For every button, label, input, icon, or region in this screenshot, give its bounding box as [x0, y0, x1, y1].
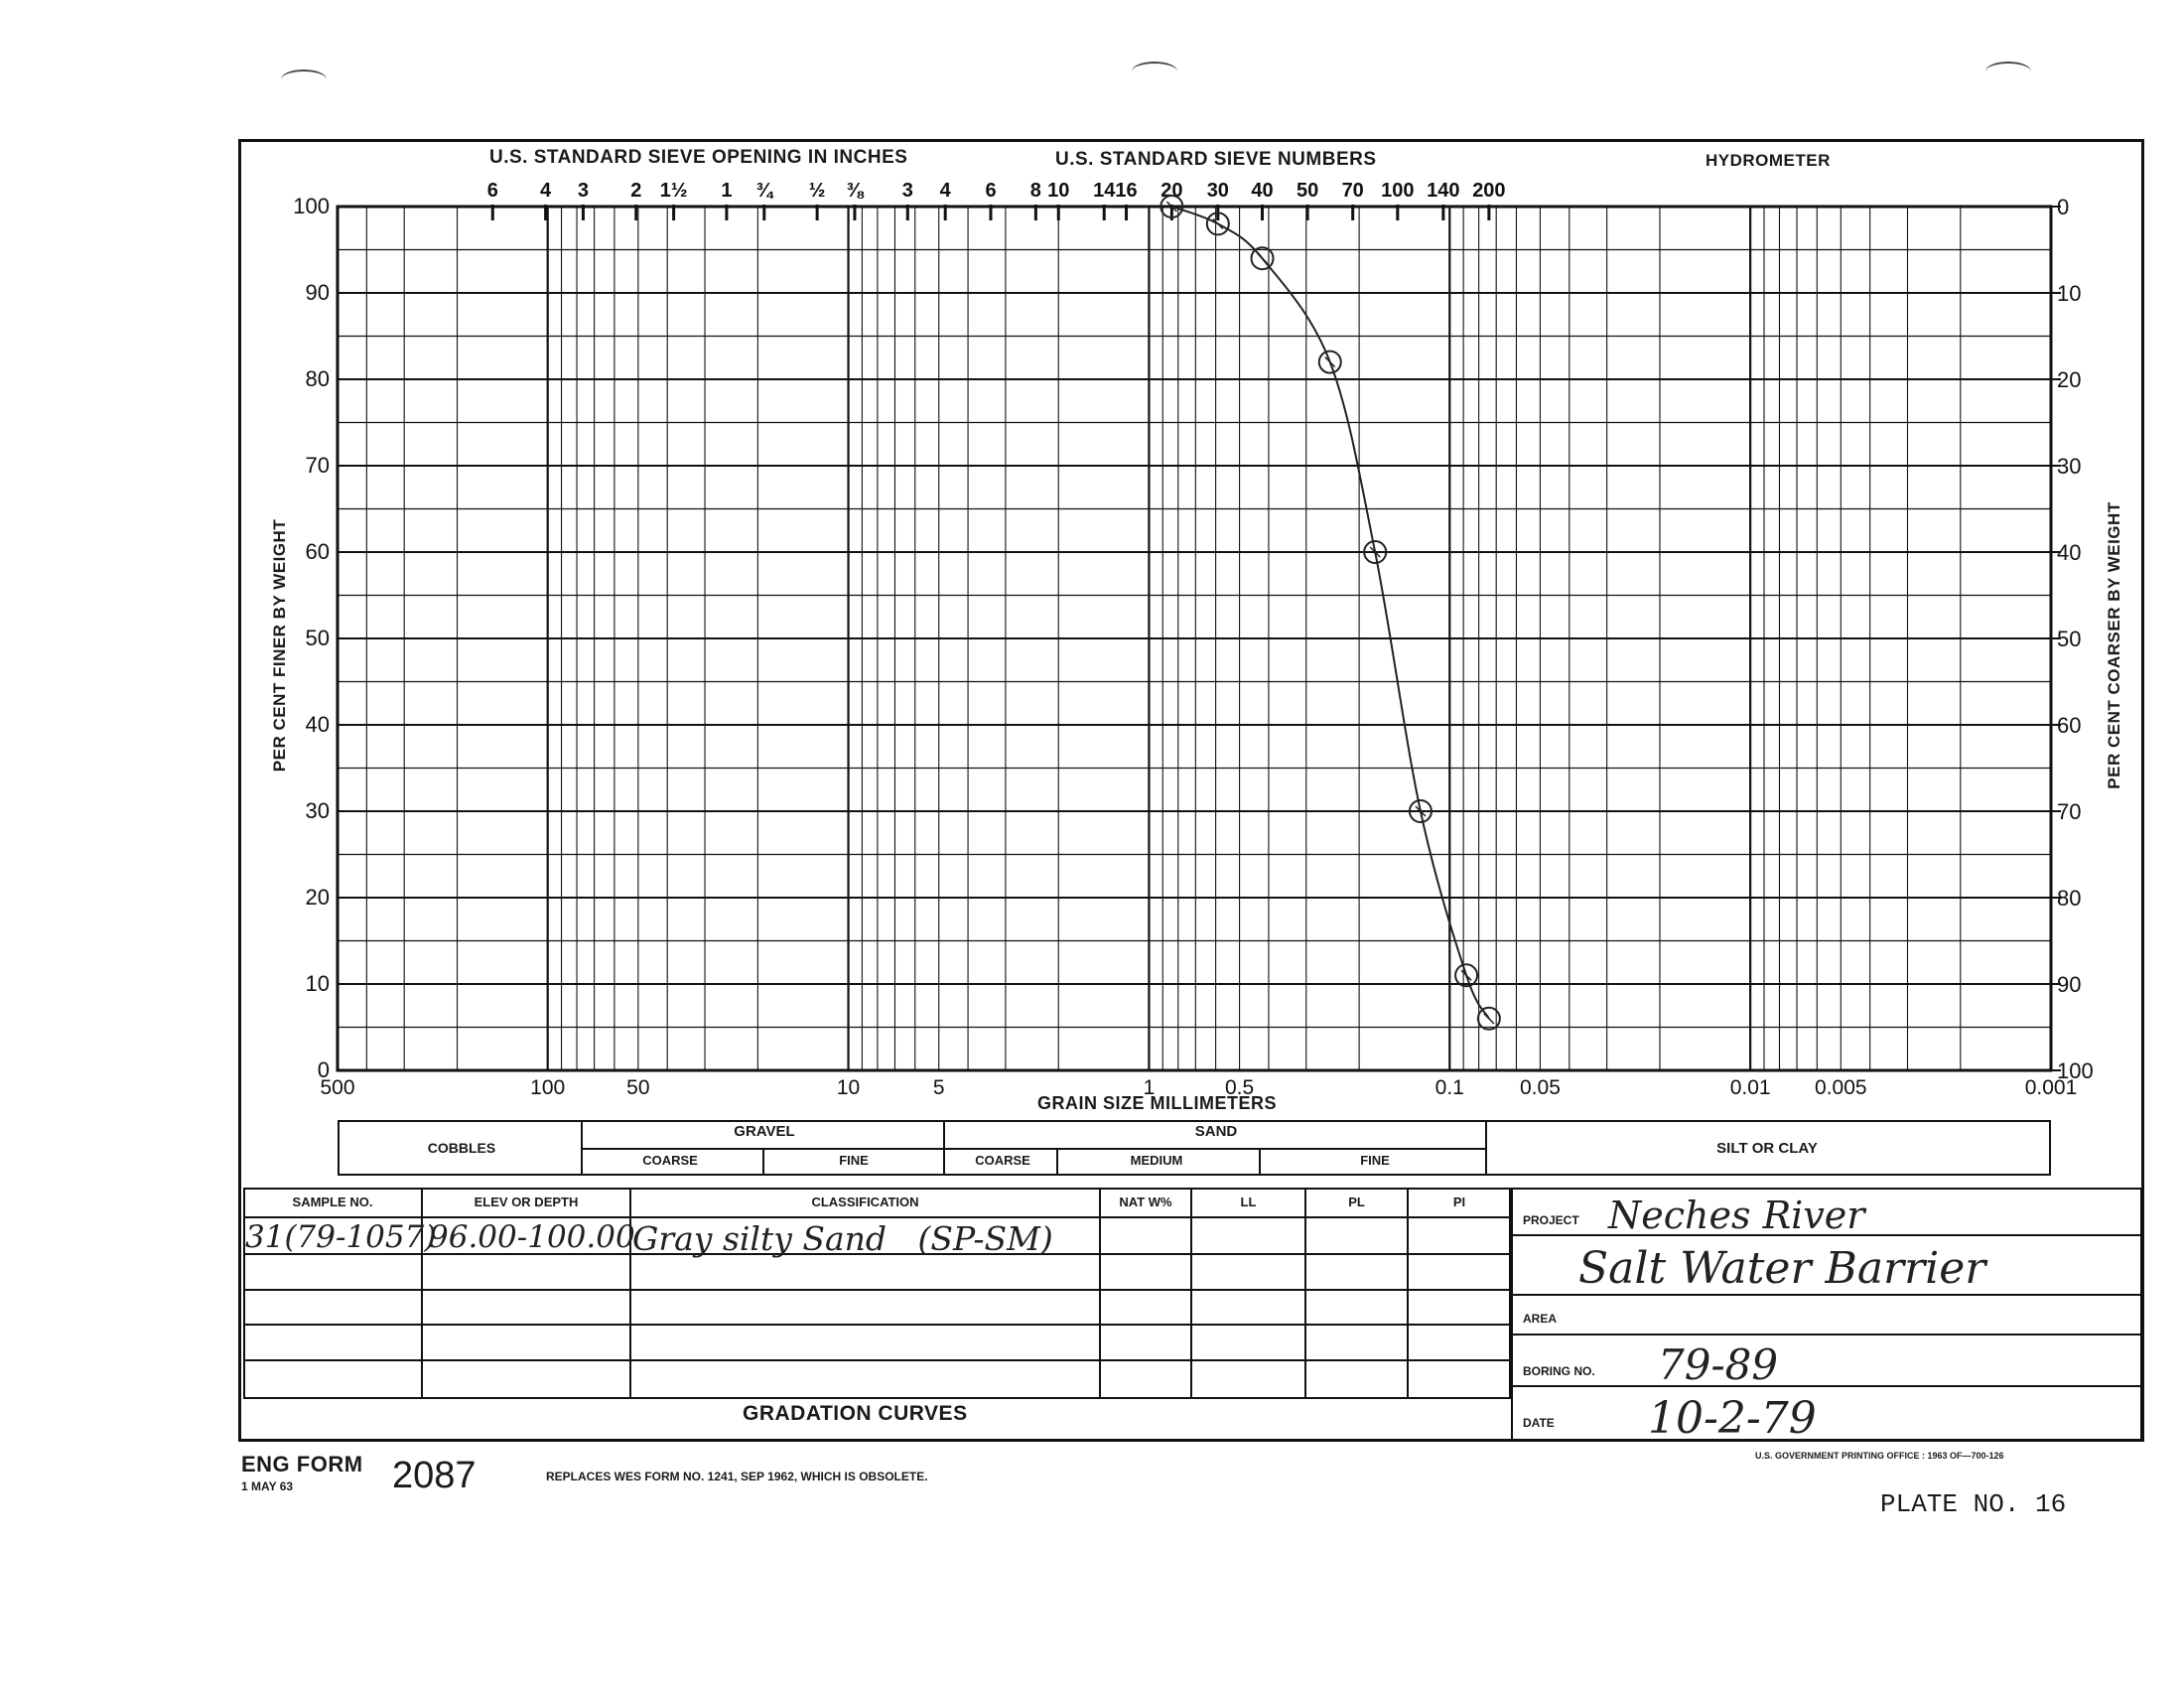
sieve-label: ¾ — [755, 180, 773, 202]
sieve-label: 200 — [1472, 180, 1506, 202]
data-point-mark — [1325, 357, 1335, 367]
area-label: AREA — [1523, 1312, 1558, 1326]
header-classification: CLASSIFICATION — [811, 1195, 919, 1209]
bottom-tick-label: 5 — [932, 1076, 945, 1099]
sieve-label: 8 — [1029, 180, 1041, 202]
bottom-tick-label: 50 — [626, 1076, 650, 1099]
replaces-note: REPLACES WES FORM NO. 1241, SEP 1962, WHICH IS OBSOLETE. — [546, 1470, 928, 1483]
header-nat-w: NAT W% — [1119, 1195, 1172, 1209]
sieve-label: 6 — [985, 180, 997, 202]
sieve-label: 16 — [1115, 180, 1138, 202]
sand-coarse-label: COARSE — [975, 1153, 1030, 1168]
right-tick-label: 50 — [2057, 627, 2082, 651]
project-line1: Neches River — [1608, 1194, 1865, 1237]
sieve-label: 30 — [1206, 180, 1229, 202]
left-tick-label: 20 — [305, 885, 330, 910]
sieve-numbers-title: U.S. STANDARD SIEVE NUMBERS — [1055, 149, 1377, 170]
project-label: PROJECT — [1523, 1213, 1579, 1227]
sieve-label: 6 — [486, 180, 498, 202]
gradation-curves-title: GRADATION CURVES — [743, 1402, 968, 1425]
right-tick-label: 70 — [2057, 799, 2082, 824]
bottom-tick-label: 0.5 — [1224, 1076, 1255, 1099]
left-axis-title: PER CENT FINER BY WEIGHT — [270, 518, 289, 773]
sand-fine-label: FINE — [1360, 1153, 1390, 1168]
left-tick-label: 10 — [305, 971, 330, 996]
left-tick-label: 60 — [305, 539, 330, 564]
sieve-label: 4 — [939, 180, 951, 202]
sieve-label: 140 — [1427, 180, 1460, 202]
sieve-label: 10 — [1047, 180, 1070, 202]
header-pl: PL — [1348, 1195, 1365, 1209]
bottom-axis-title: GRAIN SIZE MILLIMETERS — [1037, 1093, 1278, 1113]
sand-label: SAND — [1194, 1123, 1238, 1140]
project-line2: Salt Water Barrier — [1578, 1243, 1986, 1294]
bottom-tick-label: 0.005 — [1815, 1076, 1867, 1099]
sieve-label: ½ — [808, 180, 826, 202]
sieve-label: ⅜ — [846, 180, 864, 202]
bottom-tick-label: 0.001 — [2024, 1076, 2078, 1099]
gravel-label: GRAVEL — [734, 1123, 795, 1140]
right-tick-label: 10 — [2057, 281, 2082, 306]
header-elev-depth: ELEV OR DEPTH — [474, 1195, 579, 1209]
header-pi: PI — [1452, 1195, 1466, 1209]
sieve-label: 70 — [1341, 180, 1364, 202]
sieve-label: 1 — [721, 180, 733, 202]
right-tick-label: 40 — [2057, 540, 2082, 565]
bottom-tick-label: 0.1 — [1434, 1076, 1464, 1099]
left-tick-label: 90 — [305, 280, 330, 305]
right-tick-label: 20 — [2057, 367, 2082, 392]
bottom-tick-label: 100 — [530, 1076, 566, 1099]
right-tick-label: 0 — [2057, 195, 2070, 219]
sieve-label: 1½ — [659, 180, 688, 202]
data-point-mark — [1258, 253, 1268, 263]
axis-labels — [293, 194, 2093, 1099]
sieve-label: 2 — [630, 180, 642, 202]
sieve-label: 50 — [1296, 180, 1319, 202]
bottom-tick-label: 10 — [836, 1076, 861, 1099]
class-subdivider-line — [581, 1148, 1487, 1150]
row1-sample-no: 31(79-1057) — [245, 1219, 437, 1255]
hydrometer-title: HYDROMETER — [1706, 151, 1831, 170]
sieve-tick-marks — [487, 180, 1506, 220]
sieve-label: 4 — [540, 180, 552, 202]
form-number: 2087 — [392, 1455, 477, 1496]
printing-office: U.S. GOVERNMENT PRINTING OFFICE : 1963 OF—700-126 — [1755, 1451, 2004, 1461]
left-tick-label: 100 — [293, 194, 330, 218]
header-sample-no: SAMPLE NO. — [292, 1195, 373, 1209]
sieve-label: 3 — [901, 180, 913, 202]
right-axis-title: PER CENT COARSER BY WEIGHT — [2105, 501, 2123, 789]
sieve-label: 40 — [1251, 180, 1274, 202]
bottom-tick-label: 0.01 — [1729, 1076, 1771, 1099]
left-tick-label: 30 — [305, 798, 330, 823]
sieve-label: 100 — [1381, 180, 1415, 202]
date-value: 10-2-79 — [1648, 1393, 1817, 1444]
sieve-label: 14 — [1093, 180, 1116, 202]
silt-clay-label: SILT OR CLAY — [1716, 1140, 1818, 1157]
form-name: ENG FORM — [241, 1452, 363, 1477]
left-tick-label: 80 — [305, 366, 330, 391]
sieve-label: 3 — [577, 180, 590, 202]
gravel-fine-label: FINE — [839, 1153, 869, 1168]
chart-grid — [338, 207, 2051, 1070]
bottom-tick-label: 1 — [1143, 1076, 1156, 1099]
sieve-inches-title: U.S. STANDARD SIEVE OPENING IN INCHES — [489, 147, 908, 168]
gravel-coarse-label: COARSE — [642, 1153, 698, 1168]
left-tick-label: 50 — [305, 626, 330, 650]
row1-elev-depth: 96.00-100.00 — [429, 1219, 635, 1255]
right-tick-label: 100 — [2057, 1058, 2094, 1083]
date-label: DATE — [1523, 1416, 1555, 1430]
sand-medium-label: MEDIUM — [1130, 1153, 1183, 1168]
boring-label: BORING NO. — [1523, 1364, 1595, 1378]
gravel-split — [762, 1148, 764, 1176]
cobbles-label: COBBLES — [427, 1140, 496, 1156]
sand-split-1 — [1056, 1148, 1058, 1176]
boring-value: 79-89 — [1658, 1340, 1779, 1389]
left-tick-label: 0 — [317, 1057, 330, 1082]
sand-split-2 — [1259, 1148, 1261, 1176]
right-tick-label: 80 — [2057, 886, 2082, 911]
sieve-label: 20 — [1160, 180, 1183, 202]
form-date: 1 MAY 63 — [241, 1479, 294, 1493]
header-ll: LL — [1240, 1195, 1257, 1209]
bottom-tick-label: 500 — [320, 1076, 355, 1099]
right-tick-label: 60 — [2057, 713, 2082, 738]
row1-classification: Gray silty Sand (SP-SM) — [632, 1219, 1053, 1258]
left-tick-label: 70 — [305, 453, 330, 478]
right-tick-label: 90 — [2057, 972, 2082, 997]
data-point-mark — [1484, 1014, 1494, 1024]
bottom-tick-label: 0.05 — [1520, 1076, 1561, 1099]
left-tick-label: 40 — [305, 712, 330, 737]
right-tick-label: 30 — [2057, 454, 2082, 479]
plate-number: PLATE NO. 16 — [1880, 1489, 2067, 1519]
